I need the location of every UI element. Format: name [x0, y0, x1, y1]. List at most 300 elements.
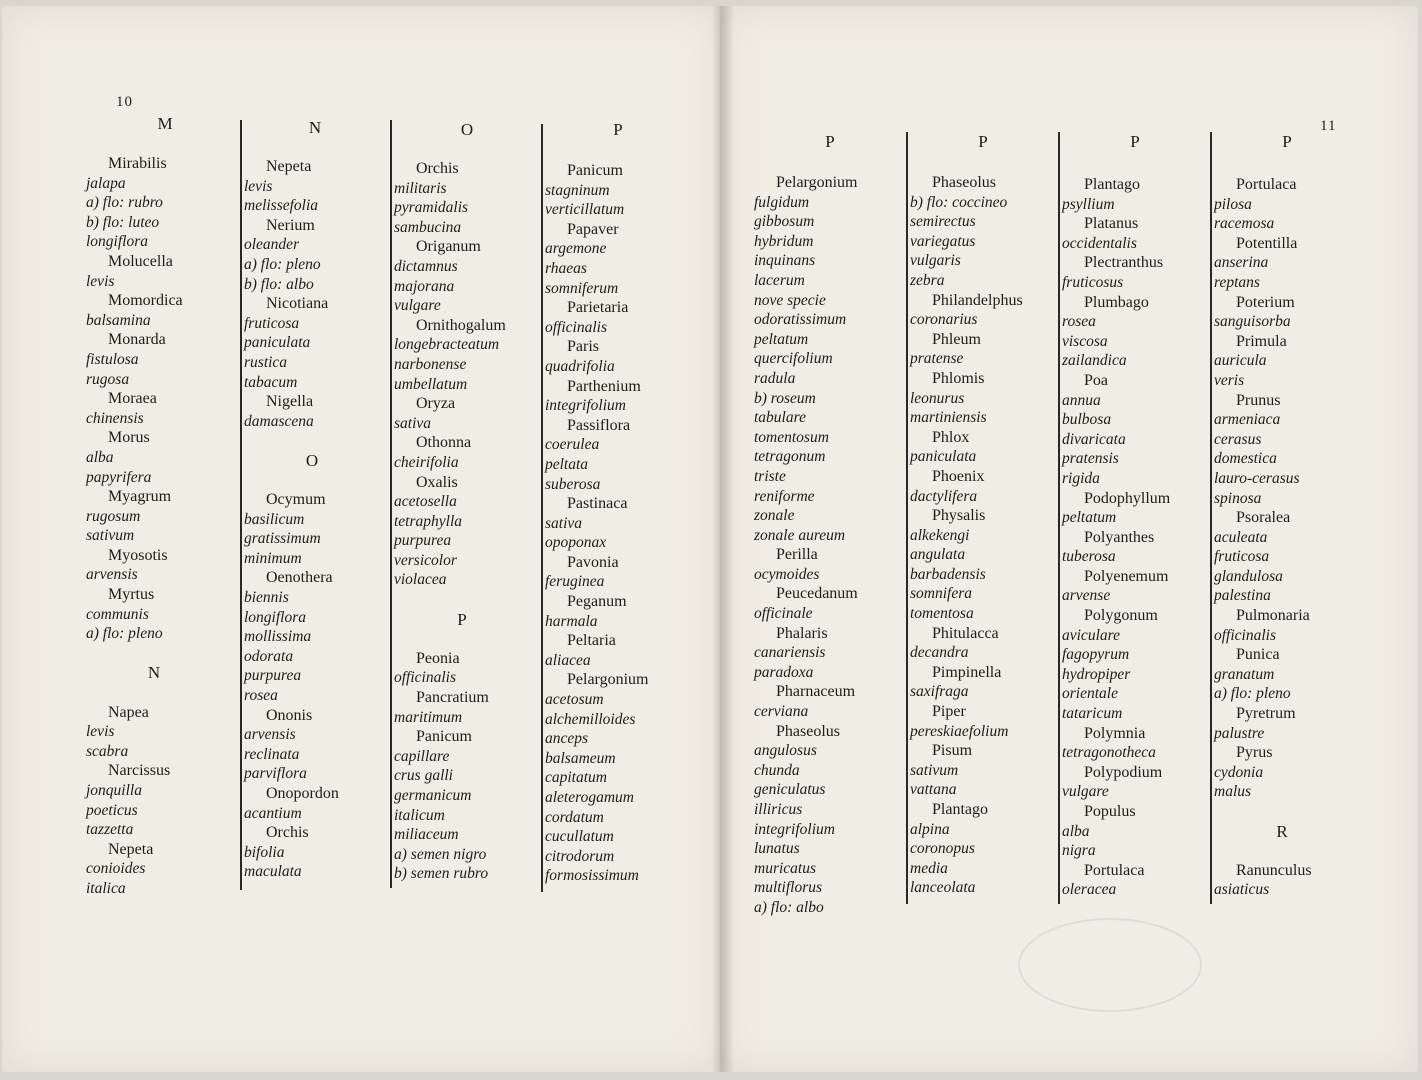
- species-entry: semirectus: [910, 213, 976, 231]
- faded-library-stamp: [1018, 918, 1202, 1012]
- species-entry: longiflora: [86, 233, 149, 251]
- species-entry: variegatus: [910, 232, 976, 250]
- species-entry: acantium: [244, 804, 302, 822]
- species-entry: a) flo: pleno: [1214, 685, 1291, 703]
- genus-entry: Portulaca: [1084, 861, 1145, 879]
- species-entry: hybridum: [754, 232, 814, 250]
- species-entry: tomentosum: [754, 428, 829, 446]
- species-entry: reniforme: [754, 487, 815, 505]
- genus-entry: Oryza: [416, 395, 456, 413]
- species-entry: domestica: [1214, 450, 1277, 468]
- species-entry: b) semen rubro: [394, 865, 489, 883]
- species-entry: b) roseum: [754, 389, 816, 407]
- species-entry: minimum: [244, 549, 302, 567]
- index-column-n: [244, 157, 394, 882]
- genus-entry: Philandelphus: [932, 291, 1023, 309]
- index-column-o: [394, 159, 544, 884]
- species-entry: rosea: [1062, 313, 1096, 331]
- species-entry: dactylifera: [910, 487, 978, 505]
- species-entry: coronopus: [910, 840, 975, 858]
- genus-entry: Phlox: [932, 428, 970, 446]
- species-entry: alchemilloides: [545, 710, 636, 728]
- species-entry: decandra: [910, 644, 969, 662]
- genus-entry: Pelargonium: [567, 671, 649, 689]
- species-entry: a) flo: pleno: [86, 625, 163, 643]
- genus-entry: Plantago: [1084, 176, 1140, 193]
- species-entry: officinale: [754, 605, 813, 623]
- species-entry: angulosus: [754, 742, 817, 760]
- species-entry: acetosum: [545, 691, 604, 709]
- genus-entry: Phitulacca: [932, 624, 999, 642]
- species-entry: rustica: [244, 353, 288, 371]
- species-entry: alba: [1062, 822, 1090, 840]
- genus-entry: Psoralea: [1236, 509, 1291, 527]
- genus-entry: Prunus: [1236, 391, 1281, 409]
- species-entry: aliacea: [545, 651, 591, 669]
- genus-entry: Populus: [1084, 803, 1136, 820]
- genus-entry: Ocymum: [266, 491, 326, 509]
- genus-entry: Poa: [1084, 371, 1108, 389]
- species-entry: conioides: [86, 860, 146, 878]
- species-entry: somnifera: [910, 585, 972, 603]
- genus-entry: Oenothera: [266, 569, 333, 587]
- genus-entry: Origanum: [416, 238, 481, 256]
- species-entry: radula: [754, 369, 796, 387]
- species-entry: italicum: [394, 806, 445, 824]
- species-entry: sanguisorba: [1214, 313, 1291, 331]
- species-entry: glandulosa: [1214, 567, 1283, 585]
- genus-entry: Pavonia: [567, 553, 619, 571]
- genus-entry: Phalaris: [776, 624, 828, 642]
- species-entry: maritimum: [394, 708, 463, 726]
- species-entry: tuberosa: [1062, 548, 1116, 566]
- genus-entry: Perilla: [776, 546, 818, 564]
- species-entry: papyrifera: [86, 468, 152, 486]
- genus-entry: Peganum: [567, 593, 627, 611]
- species-entry: media: [910, 859, 948, 877]
- species-entry: ocymoides: [754, 565, 820, 583]
- species-entry: geniculatus: [754, 781, 826, 799]
- genus-entry: Physalis: [932, 507, 986, 525]
- genus-entry: Pharnaceum: [776, 683, 856, 701]
- species-entry: sativum: [910, 761, 959, 779]
- column-rule: [906, 132, 908, 904]
- index-column-p-1: [754, 173, 904, 918]
- species-entry: zebra: [910, 271, 945, 289]
- column-head-p-3: P: [1130, 132, 1140, 151]
- species-entry: divaricata: [1062, 430, 1126, 448]
- genus-entry: Oxalis: [416, 473, 458, 491]
- section-letter: N: [147, 663, 161, 683]
- species-entry: rhaeas: [545, 259, 587, 277]
- species-entry: somniferum: [545, 279, 619, 297]
- species-entry: granatum: [1214, 665, 1275, 683]
- species-entry: harmala: [545, 612, 598, 630]
- species-entry: gibbosum: [754, 213, 815, 231]
- species-entry: lauro-cerasus: [1214, 469, 1300, 487]
- page-number-left: 10: [116, 94, 133, 110]
- species-entry: reclinata: [244, 745, 300, 763]
- species-entry: longebracteatum: [394, 336, 500, 354]
- species-entry: italica: [86, 879, 126, 897]
- species-entry: poeticus: [86, 801, 138, 819]
- species-entry: tomentosa: [910, 605, 974, 623]
- species-entry: arvensis: [86, 566, 138, 584]
- species-entry: balsamina: [86, 311, 151, 329]
- species-entry: sativa: [394, 414, 432, 432]
- species-entry: fruticosus: [1062, 273, 1124, 291]
- species-entry: anserina: [1214, 254, 1269, 272]
- genus-entry: Portulaca: [1236, 176, 1297, 193]
- species-entry: coerulea: [545, 436, 600, 454]
- species-entry: mollissima: [244, 628, 312, 646]
- index-column-p-4: [1214, 175, 1364, 900]
- species-entry: quadrifolia: [545, 357, 615, 375]
- species-entry: damascena: [244, 412, 314, 430]
- species-entry: officinalis: [1214, 626, 1276, 644]
- species-entry: rugosa: [86, 370, 130, 388]
- species-entry: vulgare: [394, 297, 441, 315]
- column-head-p: P: [613, 120, 623, 139]
- species-entry: palestina: [1214, 587, 1271, 605]
- genus-entry: Narcissus: [108, 762, 171, 780]
- genus-entry: Molucella: [108, 252, 173, 270]
- species-entry: argemone: [545, 240, 607, 258]
- species-entry: lanceolata: [910, 879, 976, 897]
- species-entry: b) flo: luteo: [86, 213, 160, 231]
- blank-line: [244, 471, 394, 491]
- species-entry: palustre: [1214, 724, 1265, 742]
- species-entry: b) flo: coccineo: [910, 193, 1008, 211]
- section-letter: P: [457, 609, 467, 629]
- species-entry: verticillatum: [545, 201, 625, 219]
- species-entry: narbonense: [394, 355, 467, 373]
- species-entry: tabulare: [754, 409, 806, 427]
- species-entry: quercifolium: [754, 350, 833, 368]
- genus-entry: Morus: [108, 429, 150, 447]
- species-entry: officinalis: [545, 318, 607, 336]
- blank-line: [244, 431, 394, 451]
- species-entry: paradoxa: [754, 663, 814, 681]
- species-entry: rugosum: [86, 507, 141, 525]
- genus-entry: Potentilla: [1236, 234, 1298, 252]
- genus-entry: Polymnia: [1084, 724, 1146, 742]
- species-entry: annua: [1062, 391, 1101, 409]
- species-entry: a) flo: albo: [754, 898, 824, 916]
- genus-entry: Nerium: [266, 216, 315, 234]
- species-entry: peltata: [545, 455, 589, 473]
- species-entry: peltatum: [1062, 509, 1117, 527]
- species-entry: stagninum: [545, 181, 610, 199]
- species-entry: levis: [244, 177, 273, 195]
- species-entry: alba: [86, 448, 114, 466]
- species-entry: occidentalis: [1062, 234, 1137, 252]
- species-entry: zonale aureum: [754, 526, 846, 544]
- species-entry: inquinans: [754, 252, 816, 270]
- species-entry: spinosa: [1214, 489, 1262, 507]
- index-column-p-3: [1062, 175, 1212, 900]
- genus-entry: Momordica: [108, 292, 183, 310]
- species-entry: levis: [86, 272, 115, 290]
- species-entry: officinalis: [394, 669, 456, 687]
- species-entry: maculata: [244, 863, 302, 881]
- species-entry: jalapa: [86, 174, 126, 192]
- genus-entry: Pulmonaria: [1236, 607, 1310, 625]
- species-entry: cordatum: [545, 808, 604, 826]
- genus-entry: Polyanthes: [1084, 528, 1155, 546]
- genus-entry: Paris: [567, 338, 599, 356]
- genus-entry: Othonna: [416, 434, 472, 452]
- species-entry: a) flo: rubro: [86, 194, 163, 212]
- species-entry: b) flo: albo: [244, 275, 314, 293]
- species-entry: rosea: [244, 687, 278, 705]
- species-entry: multiflorus: [754, 879, 823, 897]
- species-entry: oleander: [244, 236, 300, 254]
- species-entry: fruticosa: [1214, 548, 1270, 566]
- species-entry: asiaticus: [1214, 881, 1270, 899]
- species-entry: bulbosa: [1062, 411, 1112, 429]
- genus-entry: Peltaria: [567, 632, 616, 650]
- species-entry: orientale: [1062, 685, 1118, 703]
- genus-entry: Peucedanum: [776, 585, 858, 603]
- species-entry: vattana: [910, 781, 957, 799]
- genus-entry: Peonia: [416, 649, 460, 667]
- genus-entry: Pastinaca: [567, 495, 628, 513]
- genus-entry: Phleum: [932, 330, 981, 348]
- genus-entry: Panicum: [567, 162, 623, 179]
- species-entry: fulgidum: [754, 193, 810, 211]
- species-entry: militaris: [394, 179, 447, 197]
- genus-entry: Nepeta: [266, 158, 312, 175]
- species-entry: pratense: [910, 350, 964, 368]
- genus-entry: Mirabilis: [108, 155, 167, 172]
- species-entry: tetragonum: [754, 448, 826, 466]
- genus-entry: Phaseolus: [932, 174, 996, 191]
- genus-entry: Passiflora: [567, 416, 631, 434]
- species-entry: crus galli: [394, 767, 453, 785]
- genus-entry: Pisum: [932, 742, 973, 760]
- species-entry: leonurus: [910, 389, 965, 407]
- book-gutter: [712, 6, 734, 1072]
- species-entry: chinensis: [86, 409, 144, 427]
- genus-entry: Ononis: [266, 706, 313, 724]
- species-entry: lacerum: [754, 271, 805, 289]
- species-entry: cheirifolia: [394, 453, 459, 471]
- column-head-p-4: P: [1282, 132, 1292, 151]
- section-letter: O: [305, 450, 319, 470]
- species-entry: muricatus: [754, 859, 816, 877]
- species-entry: aviculare: [1062, 626, 1120, 644]
- species-entry: vulgaris: [910, 252, 961, 270]
- species-entry: cucullatum: [545, 828, 614, 846]
- genus-entry: Pyrus: [1236, 744, 1273, 762]
- species-entry: arvensis: [244, 726, 296, 744]
- species-entry: illiricus: [754, 801, 803, 818]
- species-entry: tetraphylla: [394, 512, 463, 530]
- genus-entry: Nigella: [266, 393, 314, 411]
- species-entry: nove specie: [754, 291, 826, 309]
- genus-entry: Papaver: [567, 220, 619, 238]
- species-entry: fistulosa: [86, 350, 139, 368]
- species-entry: nigra: [1062, 842, 1096, 860]
- species-entry: triste: [754, 467, 786, 485]
- species-entry: formosissimum: [545, 867, 639, 885]
- genus-entry: Platanus: [1084, 215, 1139, 233]
- section-letter: R: [1276, 821, 1288, 841]
- species-entry: opoponax: [545, 534, 607, 552]
- species-entry: capillare: [394, 747, 450, 765]
- species-entry: odorata: [244, 647, 294, 665]
- genus-entry: Myosotis: [108, 546, 168, 564]
- species-entry: sativum: [86, 527, 135, 545]
- species-entry: biennis: [244, 589, 289, 607]
- genus-entry: Panicum: [416, 728, 472, 746]
- species-entry: barbadensis: [910, 565, 986, 583]
- species-entry: psyllium: [1062, 195, 1115, 213]
- species-entry: fagopyrum: [1062, 646, 1130, 664]
- species-entry: parviflora: [244, 765, 307, 783]
- species-entry: violacea: [394, 571, 447, 589]
- blank-line: [1214, 841, 1364, 861]
- species-entry: germanicum: [394, 787, 472, 804]
- column-rule: [240, 120, 242, 890]
- species-entry: cerviana: [754, 703, 809, 721]
- species-entry: longiflora: [244, 608, 307, 626]
- column-head-o: O: [460, 120, 474, 139]
- species-entry: tetragonotheca: [1062, 744, 1156, 762]
- species-entry: oleracea: [1062, 881, 1117, 899]
- species-entry: miliaceum: [394, 826, 459, 844]
- blank-line: [86, 644, 236, 664]
- species-entry: a) flo: pleno: [244, 255, 321, 273]
- species-entry: suberosa: [545, 475, 601, 493]
- species-entry: integrifolium: [545, 397, 626, 415]
- genus-entry: Plantago: [932, 801, 988, 818]
- species-entry: chunda: [754, 761, 800, 779]
- species-entry: pyramidalis: [394, 199, 469, 217]
- species-entry: lunatus: [754, 840, 800, 858]
- species-entry: cerasus: [1214, 430, 1262, 448]
- species-entry: citrodorum: [545, 847, 615, 865]
- species-entry: dictamnus: [394, 257, 458, 275]
- species-entry: pilosa: [1214, 195, 1252, 213]
- species-entry: saxifraga: [910, 683, 969, 701]
- species-entry: versicolor: [394, 551, 457, 569]
- column-head-p-2: P: [978, 132, 988, 151]
- species-entry: coronarius: [910, 311, 978, 329]
- species-entry: hydropiper: [1062, 665, 1131, 683]
- species-entry: aleterogamum: [545, 789, 634, 806]
- species-entry: zailandica: [1062, 352, 1127, 370]
- species-entry: bifolia: [244, 843, 285, 861]
- genus-entry: Polypodium: [1084, 763, 1163, 781]
- species-entry: canariensis: [754, 644, 826, 662]
- species-entry: integrifolium: [754, 820, 835, 838]
- species-entry: cydonia: [1214, 763, 1264, 781]
- genus-entry: Pancratium: [416, 689, 489, 707]
- genus-entry: Nicotiana: [266, 295, 329, 313]
- genus-entry: Plumbago: [1084, 293, 1149, 311]
- genus-entry: Piper: [932, 703, 966, 721]
- species-entry: communis: [86, 605, 149, 623]
- species-entry: viscosa: [1062, 332, 1108, 350]
- species-entry: zonale: [754, 507, 795, 525]
- genus-entry: Orchis: [416, 160, 459, 177]
- column-head-n: N: [308, 118, 322, 137]
- genus-entry: Parietaria: [567, 299, 629, 317]
- species-entry: pratensis: [1062, 450, 1119, 468]
- species-entry: racemosa: [1214, 215, 1275, 233]
- species-entry: tataricum: [1062, 705, 1123, 723]
- species-entry: rigida: [1062, 469, 1100, 487]
- genus-entry: Orchis: [266, 824, 309, 842]
- species-entry: pereskiaefolium: [910, 722, 1009, 740]
- genus-entry: Phaseolus: [776, 722, 840, 740]
- genus-entry: Polyenemum: [1084, 567, 1169, 585]
- species-entry: a) semen nigro: [394, 845, 487, 863]
- species-entry: alkekengi: [910, 526, 970, 544]
- species-entry: umbellatum: [394, 375, 468, 393]
- species-entry: purpurea: [394, 532, 452, 550]
- species-entry: paniculata: [910, 448, 977, 466]
- species-entry: aculeata: [1214, 528, 1268, 546]
- species-entry: auricula: [1214, 352, 1267, 370]
- genus-entry: Onopordon: [266, 785, 339, 802]
- species-entry: veris: [1214, 371, 1245, 389]
- genus-entry: Podophyllum: [1084, 489, 1171, 507]
- blank-line: [86, 683, 236, 703]
- species-entry: basilicum: [244, 510, 305, 528]
- genus-entry: Pelargonium: [776, 174, 858, 191]
- species-entry: capitatum: [545, 769, 607, 787]
- genus-entry: Polygonum: [1084, 607, 1158, 625]
- genus-entry: Nepeta: [108, 840, 154, 858]
- genus-entry: Napea: [108, 703, 149, 721]
- index-column-p-2: [910, 173, 1060, 898]
- blank-line: [394, 590, 544, 610]
- species-entry: martiniensis: [910, 409, 987, 427]
- species-entry: peltatum: [754, 330, 809, 348]
- species-entry: majorana: [394, 277, 455, 295]
- genus-entry: Myrtus: [108, 586, 155, 604]
- genus-entry: Moraea: [108, 390, 157, 408]
- genus-entry: Myagrum: [108, 488, 172, 506]
- genus-entry: Primula: [1236, 332, 1287, 350]
- column-head-p-1: P: [825, 132, 835, 151]
- column-head-m: M: [157, 114, 173, 133]
- species-entry: acetosella: [394, 493, 457, 511]
- index-column-p: [545, 161, 695, 886]
- species-entry: odoratissimum: [754, 311, 847, 329]
- genus-entry: Poterium: [1236, 293, 1295, 311]
- genus-entry: Ranunculus: [1236, 861, 1312, 879]
- species-entry: balsameum: [545, 749, 616, 767]
- species-entry: tabacum: [244, 373, 298, 391]
- species-entry: malus: [1214, 783, 1252, 801]
- index-column-m: [86, 154, 236, 899]
- species-entry: angulata: [910, 546, 966, 564]
- species-entry: anceps: [545, 730, 589, 748]
- species-entry: tazzetta: [86, 821, 134, 839]
- species-entry: alpina: [910, 820, 950, 838]
- species-entry: purpurea: [244, 667, 302, 685]
- genus-entry: Ornithogalum: [416, 316, 506, 334]
- genus-entry: Monarda: [108, 331, 166, 349]
- species-entry: sambucina: [394, 218, 462, 236]
- species-entry: sativa: [545, 514, 583, 532]
- species-entry: feruginea: [545, 573, 605, 591]
- species-entry: jonquilla: [86, 782, 142, 799]
